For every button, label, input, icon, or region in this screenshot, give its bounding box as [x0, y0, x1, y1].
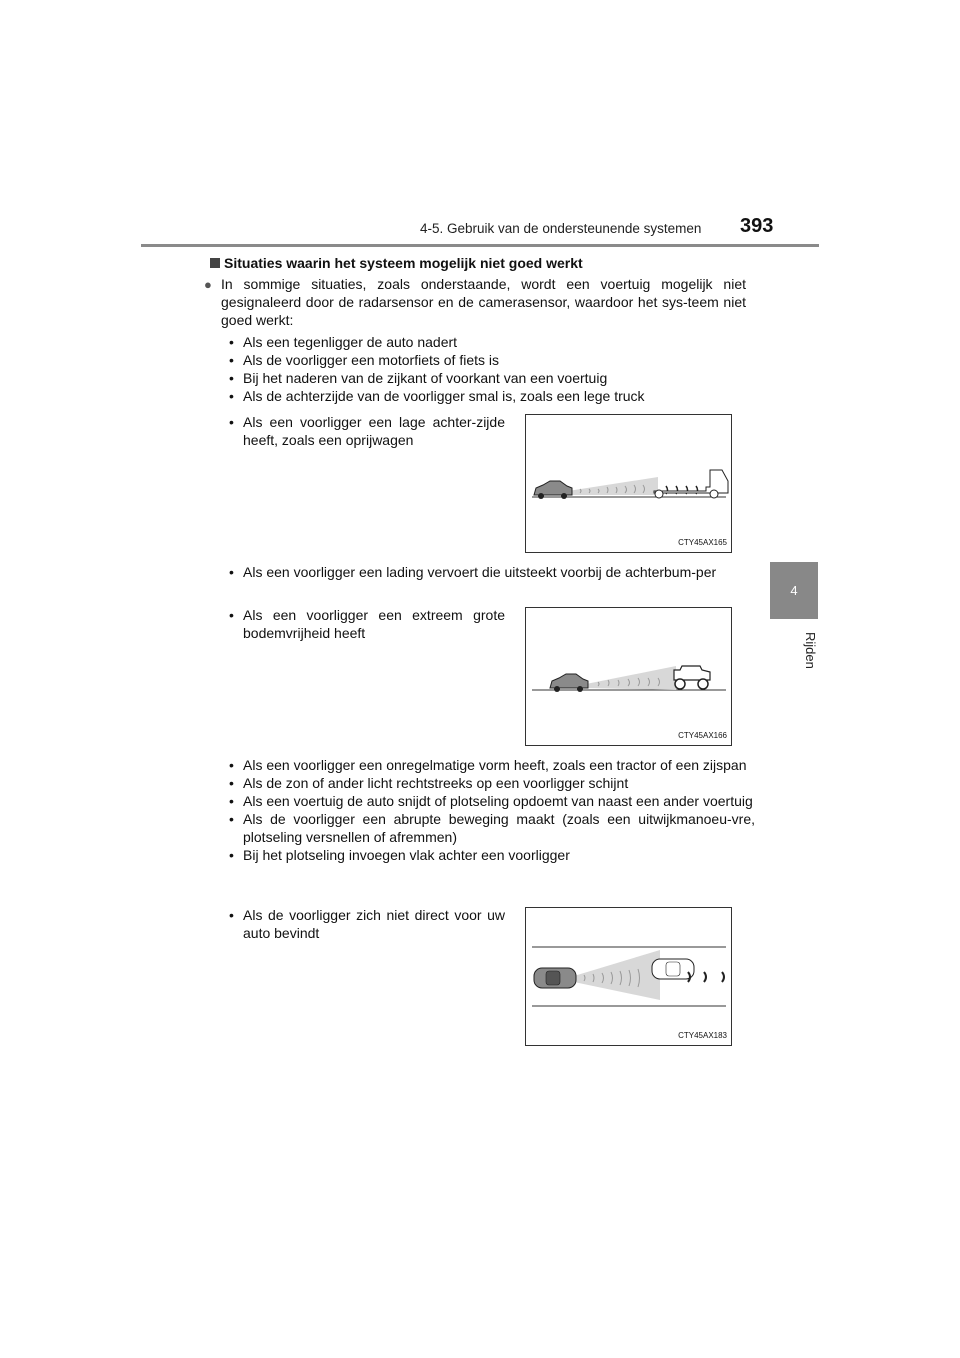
- header-rule: [141, 244, 819, 247]
- chapter-tab-label-text: Rijden: [803, 632, 818, 669]
- list-item: • Bij het plotseling invoegen vlak achter een voorligger: [225, 846, 755, 864]
- condition-list-b: [225, 756, 755, 864]
- list-item: • Als een voorligger een extreem grote bodemvrijheid heeft: [225, 606, 505, 642]
- diagram-offset-vehicle: [526, 908, 731, 1045]
- diagram-low-rear: [526, 415, 731, 552]
- truck-icon: [654, 470, 728, 493]
- list-item: • Bij het naderen van de zijkant of voorkant van een voertuig: [225, 369, 755, 387]
- radar-beam: [568, 477, 658, 495]
- list-item: • Als de achterzijde van de voorligger smal is, zoals een lege truck: [225, 387, 755, 405]
- intro-paragraph: [204, 275, 746, 329]
- diagram-high-clearance: [526, 608, 731, 745]
- list-item: • Als de zon of ander licht rechtstreeks op een voorligger schijnt: [225, 774, 755, 792]
- list-item: • Als een voertuig de auto snijdt of plotseling opdoemt van naast een ander voertuig: [225, 792, 755, 810]
- page-number: 393: [740, 215, 774, 237]
- square-bullet-icon: [210, 258, 220, 268]
- intro-text: In sommige situaties, zoals onderstaande, wordt een voertuig mogelijk niet gesignaleerd door de radarsensor en de camerasensor, waardoor het sys-teem niet goed werkt:: [221, 276, 746, 328]
- condition-item-cargo: [225, 563, 755, 581]
- condition-item-clearance: [225, 606, 505, 642]
- list-item: • Als een voorligger een lage achter-zijde heeft, zoals een oprijwagen: [225, 413, 505, 449]
- figure-offset-vehicle: [525, 907, 732, 1046]
- figure-code: CTY45AX165: [678, 538, 727, 547]
- own-car-icon: [534, 481, 572, 495]
- figure-code: CTY45AX166: [678, 731, 727, 740]
- list-item: • Als een voorligger een lading vervoert die uitsteekt voorbij de achterbum-per: [225, 563, 755, 581]
- section-heading-text: Situaties waarin het systeem mogelijk niet goed werkt: [224, 255, 583, 271]
- chapter-title: 4-5. Gebruik van de ondersteunende systemen: [420, 221, 702, 236]
- radar-beam: [574, 950, 660, 1000]
- chapter-tab[interactable]: 4: [770, 562, 818, 619]
- list-item: • Als de voorligger zich niet direct voor uw auto bevindt: [225, 906, 505, 942]
- high-vehicle-icon: [674, 666, 710, 680]
- section-heading: [210, 255, 583, 271]
- radar-beam: [586, 666, 676, 690]
- list-item: • Als een voorligger een onregelmatige vorm heeft, zoals een tractor of een zijspan: [225, 756, 755, 774]
- condition-list-a: [225, 333, 755, 405]
- figure-high-clearance-vehicle: [525, 607, 732, 746]
- condition-item-not-direct: [225, 906, 505, 942]
- condition-item-low-rear: [225, 413, 505, 449]
- figure-low-rear-vehicle: [525, 414, 732, 553]
- list-item: • Als de voorligger een abrupte beweging maakt (zoals een uitwijkmanoeu-vre, plotseling versnellen of afremmen): [225, 810, 755, 846]
- own-car-icon: [550, 674, 588, 688]
- chapter-tab-label: [770, 632, 818, 682]
- circle-bullet-icon: ●: [204, 277, 212, 292]
- list-item: • Als de voorligger een motorfiets of fiets is: [225, 351, 755, 369]
- list-item: • Als een tegenligger de auto nadert: [225, 333, 755, 351]
- figure-code: CTY45AX183: [678, 1031, 727, 1040]
